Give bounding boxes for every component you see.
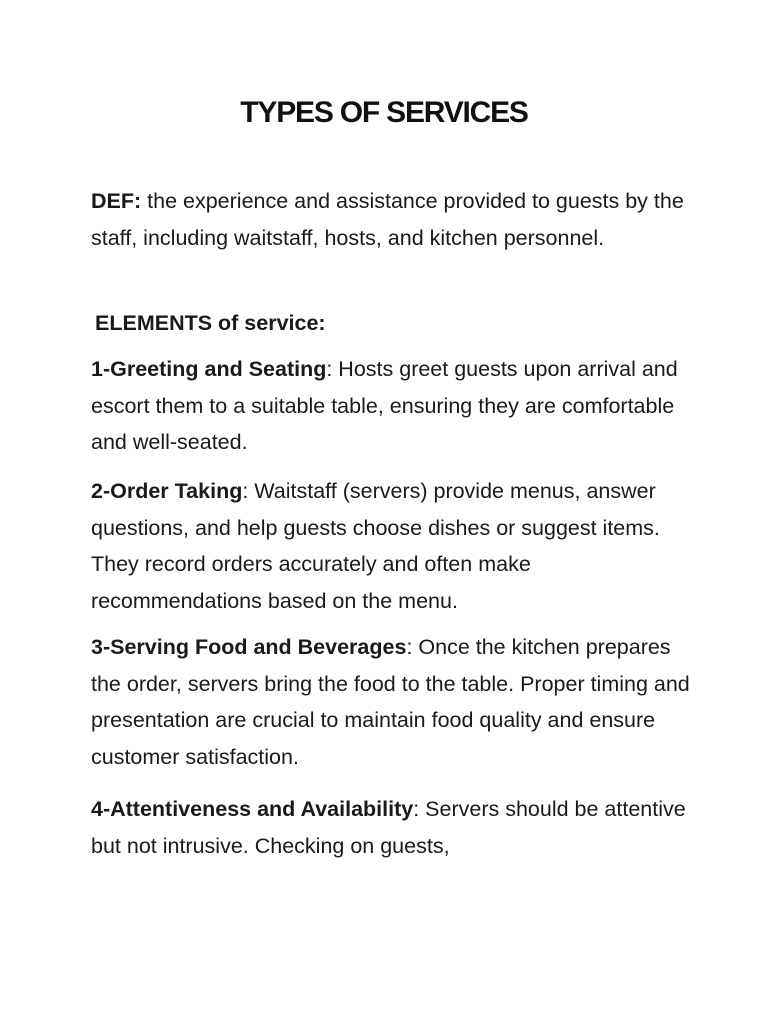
service-element-heading: 3-Serving Food and Beverages (91, 635, 407, 659)
service-element-text: : Once the kitchen prepares the order, servers bring the food to the table. Proper timing and presentation are crucial to maintain food quality and ensure customer satisfaction. (91, 635, 690, 769)
definition-text: the experience and assistance provided to guests by the staff, including waitstaff, hosts, and kitchen personnel. (91, 189, 684, 250)
page-title: TYPES OF SERVICES (240, 96, 528, 129)
service-element-heading: 4-Attentiveness and Availability (91, 797, 414, 821)
service-element-text: : Servers should be attentive but not intrusive. Checking on guests, (91, 797, 686, 858)
service-element-item (91, 351, 691, 461)
service-element-text: : Waitstaff (servers) provide menus, answer questions, and help guests choose dishes or suggest items. They record orders accurately and often make recommendations based on the menu. (91, 479, 660, 613)
service-element-item (91, 791, 691, 864)
service-element-item (91, 629, 691, 775)
definition-paragraph (91, 183, 691, 256)
definition-term: DEF: (91, 189, 142, 213)
service-element-item (91, 473, 691, 619)
elements-heading (95, 305, 695, 342)
service-element-heading: 1-Greeting and Seating (91, 357, 327, 381)
service-element-text: : Hosts greet guests upon arrival and escort them to a suitable table, ensuring they are comfortable and well-seated. (91, 357, 678, 454)
service-element-heading: 2-Order Taking (91, 479, 243, 503)
elements-heading-text: ELEMENTS of service: (95, 311, 326, 335)
